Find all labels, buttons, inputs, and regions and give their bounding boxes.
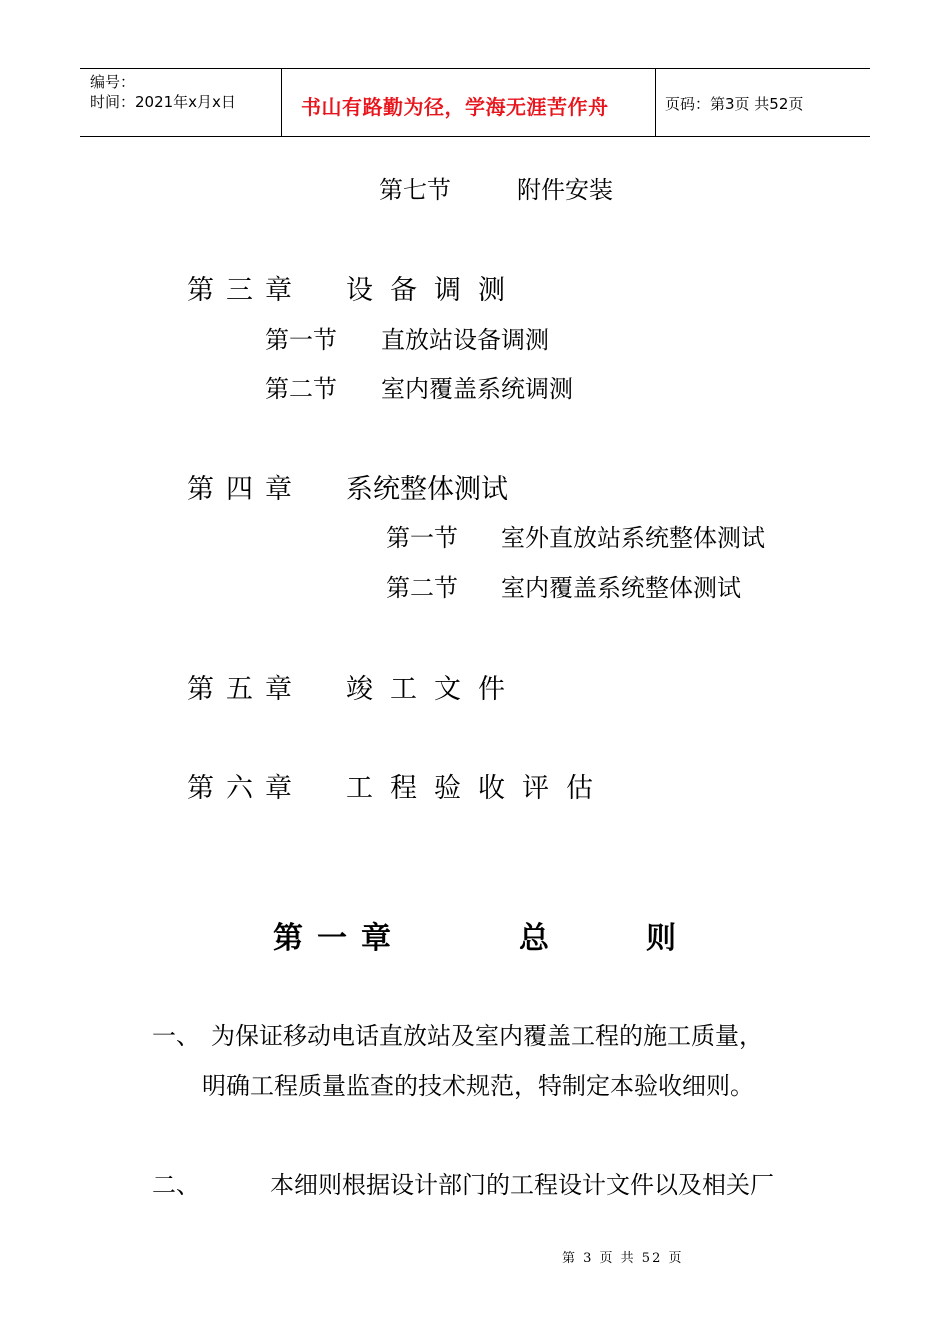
chapter1-heading-title-2: 则 <box>646 921 676 956</box>
toc-ch3-sec1-num: 第一节 <box>265 326 337 354</box>
header-top-border <box>80 68 870 69</box>
toc-chapter3-title: 设备调测 <box>346 275 522 306</box>
item2-line1: 本细则根据设计部门的工程设计文件以及相关厂 <box>270 1171 774 1199</box>
toc-ch4-sec2-title: 室内覆盖系统整体测试 <box>501 574 741 602</box>
toc-chapter5-title: 竣工文件 <box>346 674 522 705</box>
toc-section7-num: 第七节 <box>379 176 451 204</box>
toc-chapter4-title: 系统整体测试 <box>346 474 508 505</box>
toc-ch3-sec2-title: 室内覆盖系统调测 <box>381 375 573 403</box>
toc-ch3-sec1-title: 直放站设备调测 <box>381 326 549 354</box>
toc-chapter5-num: 第五章 <box>187 674 304 705</box>
header-motto: 书山有路勤为径，学海无涯苦作舟 <box>301 95 609 119</box>
toc-ch4-sec1-title: 室外直放站系统整体测试 <box>501 524 765 552</box>
header-page-info: 页码：第3页 共52页 <box>665 95 804 113</box>
item1-marker: 一、 <box>152 1022 200 1050</box>
toc-chapter3-num: 第三章 <box>187 275 304 306</box>
toc-ch3-sec2-num: 第二节 <box>265 375 337 403</box>
item1-line1: 为保证移动电话直放站及室内覆盖工程的施工质量， <box>211 1022 763 1050</box>
item2-marker: 二、 <box>152 1171 200 1199</box>
toc-ch4-sec2-num: 第二节 <box>386 574 458 602</box>
toc-chapter4-num: 第四章 <box>187 474 304 505</box>
page-footer: 第 3 页 共 52 页 <box>562 1251 684 1266</box>
toc-chapter6-title: 工程验收评估 <box>346 773 610 804</box>
header-divider-1 <box>281 68 282 136</box>
toc-chapter6-num: 第六章 <box>187 773 304 804</box>
time-label: 时间：2021年x月x日 <box>90 93 236 111</box>
serial-label: 编号： <box>90 73 136 91</box>
toc-section7-title: 附件安装 <box>517 176 613 204</box>
header-bottom-border <box>80 136 870 137</box>
chapter1-heading-num: 第一章 <box>273 921 405 956</box>
item1-line2: 明确工程质量监查的技术规范，特制定本验收细则。 <box>202 1072 754 1100</box>
chapter1-heading-title-1: 总 <box>519 921 549 956</box>
header-divider-2 <box>655 68 656 136</box>
toc-ch4-sec1-num: 第一节 <box>386 524 458 552</box>
